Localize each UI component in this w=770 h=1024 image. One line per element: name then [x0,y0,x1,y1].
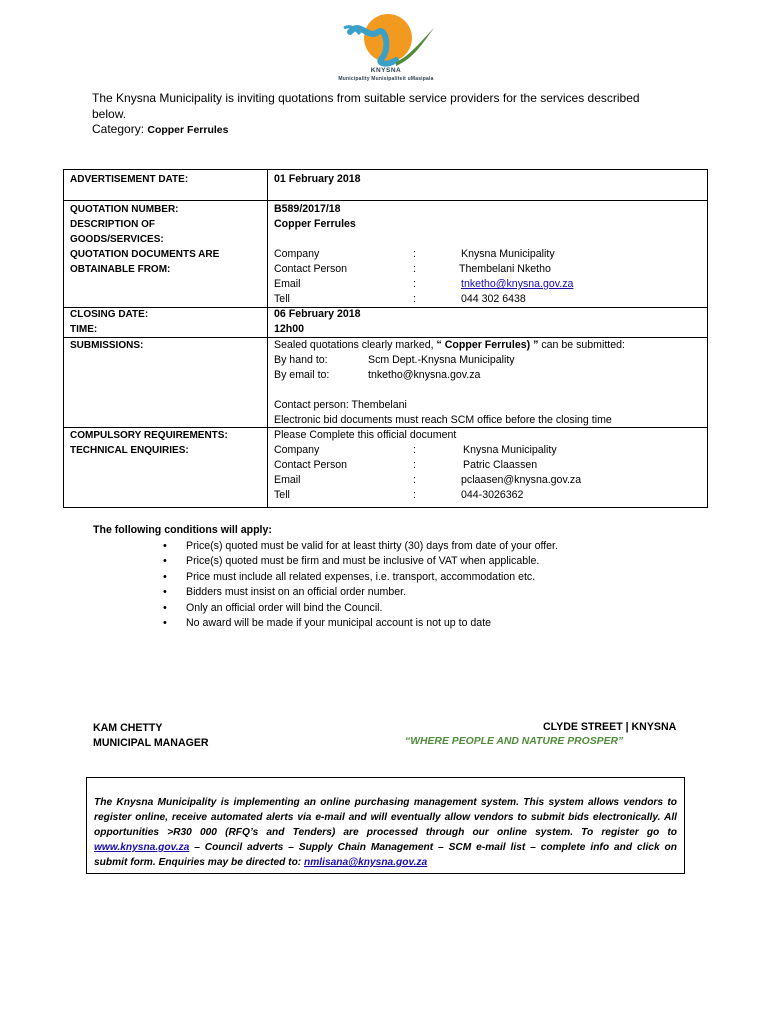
condition-item: • Only an official order will bind the Council. [160,601,558,616]
doc-contact-key: Contact Person [274,263,348,275]
advertisement-date-value: 01 February 2018 [274,173,361,185]
tech-contact-value: Patric Claassen [463,459,538,471]
description-label: DESCRIPTION OF [70,219,156,230]
doc-tell-value: 044 302 6438 [461,293,526,305]
tech-email-sep: : [413,474,416,486]
doc-tell-key: Tell [274,293,290,305]
condition-item: • Price(s) quoted must be firm and must be inclusive of VAT when applicable. [160,554,558,569]
category-label: Category: [92,122,148,136]
signatory [93,721,209,751]
signatory-title: MUNICIPAL MANAGER [93,737,209,749]
logo-name: KNYSNA [370,67,402,74]
tech-tell-key: Tell [274,489,290,501]
notice-part-1: The Knysna Municipality is implementing an online purchasing management system. This system allows vendors to register online, receive automated alerts via e-mail and will eventually allow vendors to submit bids electronically. All opportunities >R30 000 (RFQ’s and Tenders) are processed through our online system. To register go to [94,797,677,838]
doc-company-value: Knysna Municipality [461,248,555,260]
knysna-logo [330,10,442,86]
tech-company-value: Knysna Municipality [463,444,557,456]
category-value: Copper Ferrules [147,124,229,136]
by-hand-value: Scm Dept.-Knysna Municipality [368,354,515,366]
submissions-line1 [274,338,625,353]
doc-contact-sep: : [413,263,416,275]
online-system-notice [86,777,685,874]
quotation-number-value: B589/2017/18 [274,203,341,215]
closing-date-label: CLOSING DATE: [70,309,149,320]
closing-time-label: TIME: [70,324,98,335]
doc-company-key: Company [274,248,320,260]
closing-date-value: 06 February 2018 [274,308,361,320]
documents-label: QUOTATION DOCUMENTS ARE [70,249,220,260]
tech-tell-value: 044-3026362 [461,489,524,501]
signatory-name: KAM CHETTY [93,722,163,734]
category-line [92,122,652,139]
submissions-label: SUBMISSIONS: [70,340,144,351]
submissions-line1-a: Sealed quotations clearly marked, [274,339,437,351]
table-column-divider [267,170,268,507]
enquiry-email-link[interactable]: nmlisana@knysna.gov.za [304,857,428,868]
advertisement-date-label: ADVERTISEMENT DATE: [70,174,189,185]
compulsory-value: Please Complete this official document [274,429,457,441]
municipal-address: CLYDE STREET | KNYSNA [543,721,677,733]
doc-contact-value: Thembelani Nketho [459,263,551,275]
submissions-electronic: Electronic bid documents must reach SCM office before the closing time [274,414,612,426]
conditions-list [160,539,558,631]
doc-email-link[interactable]: tnketho@knysna.gov.za [461,278,574,290]
doc-company-sep: : [413,248,416,260]
tech-contact-key: Contact Person [274,459,348,471]
doc-tell-sep: : [413,293,416,305]
notice-text [94,795,677,870]
table-row-divider [64,200,707,201]
intro-paragraph [92,91,652,139]
technical-label: TECHNICAL ENQUIRIES: [70,445,189,456]
table-row-divider [64,307,707,308]
quotation-number-label: QUOTATION NUMBER: [70,204,179,215]
doc-email-sep: : [413,278,416,290]
submissions-contact: Contact person: Thembelani [274,399,407,411]
tech-contact-sep: : [413,459,416,471]
description-value: Copper Ferrules [274,218,356,230]
conditions-title: The following conditions will apply: [93,524,272,536]
tech-tell-sep: : [413,489,416,501]
tech-email-key: Email [274,474,301,486]
by-email-value: tnketho@knysna.gov.za [368,369,481,381]
tech-company-sep: : [413,444,416,456]
website-link[interactable]: www.knysna.gov.za [94,842,190,853]
quotation-details-table [63,169,708,508]
submissions-line1-c: can be submitted: [538,339,625,351]
knysna-emblem-icon [330,10,442,70]
condition-item: • Bidders must insist on an official order number. [160,585,558,600]
by-email-key: By email to: [274,369,330,381]
closing-time-value: 12h00 [274,323,305,335]
condition-item: • Price(s) quoted must be valid for at least thirty (30) days from date of your offer. [160,539,558,554]
by-hand-key: By hand to: [274,354,328,366]
description-label-2: GOODS/SERVICES: [70,234,164,245]
submissions-marking: “ Copper Ferrules) ” [436,339,539,351]
municipal-motto: “WHERE PEOPLE AND NATURE PROSPER” [405,736,624,747]
documents-label-2: OBTAINABLE FROM: [70,264,171,275]
logo-subtitle: Municipality Munisipaliteit uMasipala [338,76,434,82]
condition-item: • Price must include all related expenses, i.e. transport, accommodation etc. [160,570,558,585]
compulsory-label: COMPULSORY REQUIREMENTS: [70,430,228,441]
condition-item: • No award will be made if your municipal account is not up to date [160,616,558,631]
intro-text: The Knysna Municipality is inviting quotations from suitable service providers for the services described below. [92,91,640,121]
tech-company-key: Company [274,444,320,456]
doc-email-key: Email [274,278,301,290]
notice-part-2: – Council adverts – Supply Chain Management – SCM e-mail list – complete info and click on submit form. Enquiries may be directed to: [94,842,677,868]
tech-email-value: pclaasen@knysna.gov.za [461,474,582,486]
